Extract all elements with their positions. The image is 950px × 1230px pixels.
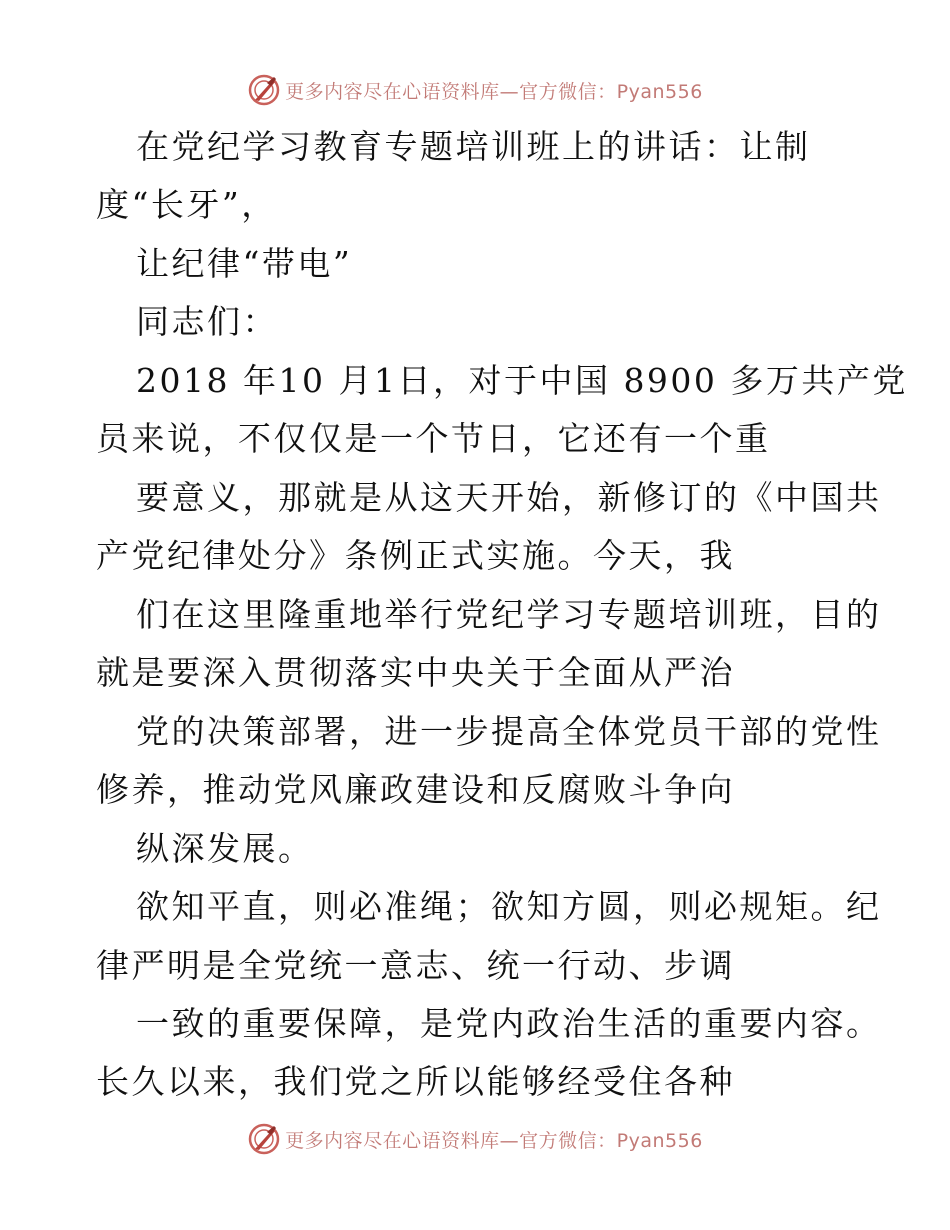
body-line: 律严明是全党统一意志、统一行动、步调 (96, 946, 735, 985)
body-line: 党的决策部署，进一步提高全体党员干部的党性 (136, 712, 882, 751)
salutation: 同志们： (136, 302, 278, 341)
body-line: 们在这里隆重地举行党纪学习专题培训班，目的 (136, 595, 882, 634)
body-line: 产党纪律处分》条例正式实施。今天，我 (96, 536, 735, 575)
body-line: 员来说，不仅仅是一个节日，它还有一个重 (96, 419, 771, 458)
watermark-text: 更多内容尽在心语资料库—官方微信：Pyan556 (285, 80, 703, 103)
body-line: 欲知平直，则必准绳；欲知方圆，则必规矩。纪 (136, 887, 882, 926)
body-line: 纵深发展。 (136, 829, 314, 868)
title-line-1: 在党纪学习教育专题培训班上的讲话：让制 (136, 127, 811, 166)
title-line-2: 度“长牙”， (96, 185, 277, 224)
quill-pen-logo-icon (247, 1122, 281, 1156)
body-line: 2018 年10 月1日，对于中国 8900 多万共产党 (136, 361, 908, 400)
body-line: 一致的重要保障，是党内政治生活的重要内容。 (136, 1004, 882, 1043)
quill-pen-logo-icon (247, 73, 281, 107)
body-line: 长久以来，我们党之所以能够经受住各种 (96, 1062, 735, 1101)
body-line: 就是要深入贯彻落实中央关于全面从严治 (96, 653, 735, 692)
title-line-3: 让纪律“带电” (136, 244, 353, 283)
footer-watermark (0, 1119, 950, 1159)
body-line: 修养，推动党风廉政建设和反腐败斗争向 (96, 770, 735, 809)
body-line: 要意义，那就是从这天开始，新修订的《中国共 (136, 478, 882, 517)
header-watermark (0, 70, 950, 110)
watermark-text: 更多内容尽在心语资料库—官方微信：Pyan556 (285, 1129, 703, 1152)
